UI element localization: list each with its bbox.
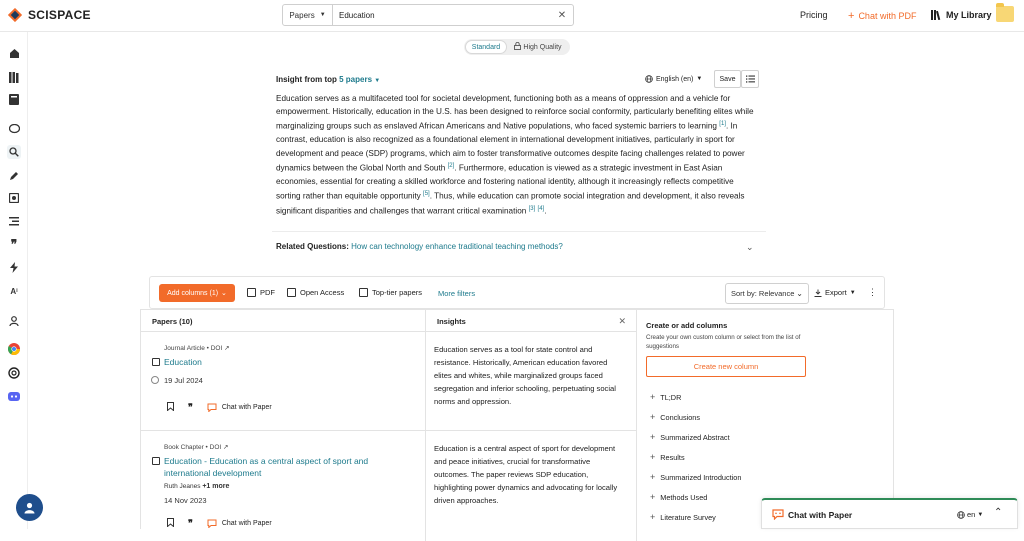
language-select[interactable] [645, 75, 702, 83]
paper-cell [141, 332, 426, 430]
author-name: Ruth Jeanes [164, 483, 201, 490]
open-access-filter[interactable] [287, 288, 344, 297]
caret-down-icon: ▼ [849, 289, 856, 296]
my-library-link[interactable] [931, 10, 992, 20]
chrome-icon[interactable] [7, 342, 21, 356]
chat-bubble-icon [207, 519, 217, 528]
chat-bubble-icon [772, 509, 784, 520]
insight-text-part: . Thus, while education can promote social integration and development, it also reveals significant disparities and challenges that warrant critical examination [276, 191, 745, 216]
table-row [141, 332, 637, 431]
column-suggestion[interactable] [650, 432, 730, 442]
chevron-up-icon[interactable]: ⌃ [994, 507, 1003, 518]
plus-icon: + [650, 392, 656, 402]
paper-title-link[interactable]: Education [164, 357, 202, 367]
citation-link[interactable]: [2] [447, 162, 455, 169]
citation-link[interactable]: [3] [528, 205, 536, 212]
save-button[interactable]: Save [714, 70, 741, 88]
row-actions [167, 518, 272, 529]
plus-icon: + [650, 432, 656, 442]
openai-icon[interactable] [7, 366, 21, 380]
plus-icon: + [650, 512, 656, 522]
search-type-label: Papers [289, 10, 315, 20]
column-suggestion[interactable] [650, 472, 741, 482]
chat-icon[interactable] [7, 122, 21, 136]
citation-link[interactable]: [4] [537, 205, 545, 212]
cite-icon[interactable]: ❞ [188, 402, 193, 412]
citation-link[interactable]: [1] [719, 121, 726, 128]
user-icon[interactable] [7, 314, 21, 328]
chevron-down-icon: ⌄ [221, 290, 227, 297]
help-chat-bubble[interactable] [16, 494, 43, 521]
insight-text-end: . [544, 206, 547, 216]
sort-select[interactable] [725, 283, 809, 304]
paper-date: 14 Nov 2023 [164, 496, 207, 505]
column-suggestion-label: Conclusions [660, 412, 701, 422]
insight-summary [276, 92, 760, 218]
pdf-checkbox[interactable] [247, 288, 256, 297]
insight-cell: Education serves as a tool for state control and resistance. Historically, American education favored elites and whites, while marginalized groups faced segregation and inferior schooling, perpetuating social norms and oppression. [426, 332, 637, 430]
search-input[interactable] [333, 11, 551, 20]
column-suggestion-label: Methods Used [660, 492, 708, 502]
brand-name: SCISPACE [28, 8, 91, 22]
chat-with-paper-label: Chat with Paper [221, 404, 272, 411]
pricing-link[interactable]: Pricing [800, 10, 828, 20]
clock-icon [151, 376, 159, 384]
filter-bar [149, 276, 885, 309]
notebook-icon[interactable] [7, 92, 21, 106]
insight-title-prefix: Insight from top [276, 75, 337, 84]
column-panel [636, 309, 894, 529]
download-icon [814, 289, 822, 297]
chevron-down-icon[interactable]: ⌄ [746, 242, 754, 252]
open-access-checkbox[interactable] [287, 288, 296, 297]
top-tier-checkbox[interactable] [359, 288, 368, 297]
library-icon[interactable] [7, 70, 21, 84]
chat-with-pdf-label: Chat with PDF [858, 11, 917, 21]
row-checkbox[interactable] [152, 358, 160, 366]
papers-count-label: 5 papers [339, 75, 373, 84]
quality-toggle [464, 39, 570, 55]
add-columns-label: Add columns (1) [167, 289, 219, 297]
pen-icon[interactable] [7, 169, 21, 183]
export-label: Export [825, 288, 847, 297]
extension-icon[interactable] [7, 191, 21, 205]
sidebar [0, 32, 28, 529]
language-label: English (en) [656, 75, 694, 83]
column-panel-description: Create your own custom column or select from the list of suggestions [646, 334, 801, 350]
paper-type: Journal Article • DOI [164, 345, 223, 352]
caret-down-icon: ▼ [374, 78, 381, 84]
related-questions-label: Related Questions: [276, 242, 349, 251]
plus-icon: + [650, 452, 656, 462]
sort-label: Sort by: Relevance [731, 289, 795, 298]
chat-with-paper-button[interactable] [207, 519, 272, 528]
chat-with-paper-button[interactable] [207, 403, 272, 412]
insights-column-header [426, 310, 637, 332]
bookmark-icon[interactable] [167, 518, 174, 529]
column-suggestion[interactable] [650, 492, 707, 502]
row-actions [167, 402, 272, 413]
chat-with-paper-label: Chat with Paper [221, 520, 272, 527]
caret-down-icon: ▼ [977, 511, 984, 518]
citation-link[interactable]: [5] [423, 190, 430, 197]
bolt-icon[interactable] [7, 260, 21, 274]
chat-widget-title: Chat with Paper [788, 510, 853, 520]
chevron-down-icon: ⌄ [796, 289, 803, 298]
column-suggestion-label: Summarized Abstract [660, 432, 730, 442]
caret-down-icon: ▼ [319, 12, 326, 18]
plus-icon: + [650, 472, 656, 482]
divider [272, 231, 766, 232]
export-button[interactable] [814, 288, 856, 297]
paper-title-link[interactable]: Education - Education as a central aspect of sport and international development [164, 456, 369, 478]
list-icon[interactable] [7, 214, 21, 228]
plus-icon: + [848, 10, 855, 22]
more-filters-link[interactable]: More filters [438, 289, 476, 298]
column-suggestion-label: TL;DR [660, 392, 682, 402]
pdf-filter[interactable] [247, 288, 275, 297]
row-checkbox[interactable] [152, 457, 160, 465]
column-suggestion[interactable] [650, 392, 681, 402]
cite-icon[interactable]: ❞ [188, 518, 193, 528]
external-link-icon[interactable]: ↗ [223, 444, 229, 451]
paper-type: Book Chapter • DOI [164, 444, 222, 451]
chat-with-pdf-link[interactable] [848, 10, 916, 22]
plus-icon: + [650, 492, 656, 502]
ai-writer-icon[interactable]: A i [10, 286, 18, 296]
close-icon[interactable]: ✕ [618, 316, 626, 326]
paper-cell [141, 431, 426, 541]
top-tier-filter[interactable] [359, 288, 422, 297]
chat-bubble-icon [207, 403, 217, 412]
insights-header-label: Insights [437, 317, 466, 326]
list-view-button[interactable] [741, 70, 759, 88]
search-type-select[interactable] [283, 5, 333, 25]
folder-icon[interactable] [996, 6, 1014, 22]
my-library-label: My Library [946, 10, 992, 20]
high-quality-label: High Quality [523, 43, 562, 51]
insight-text-part: . In contrast, education is also recognized as a foundational element in international development initiatives, particularly in sport for development and peace (SDP) programs, which aim to foster transformative outcomes despite facing challenges related to power dynamics between the Global North and South [276, 122, 745, 173]
library-icon [931, 10, 942, 20]
home-icon[interactable] [7, 46, 21, 60]
plus-icon: + [650, 412, 656, 422]
globe-icon [957, 511, 965, 519]
globe-icon [645, 75, 653, 83]
standard-mode-button[interactable]: Standard [465, 40, 507, 54]
column-suggestion-label: Results [660, 452, 685, 462]
chat-language-select[interactable] [957, 510, 983, 519]
results-table [140, 309, 636, 529]
papers-count-link[interactable] [339, 75, 380, 84]
paper-meta [164, 443, 228, 451]
caret-down-icon: ▼ [696, 76, 703, 82]
column-suggestion[interactable] [650, 512, 716, 522]
top-tier-label: Top-tier papers [372, 288, 423, 297]
chat-language-label: en [967, 510, 976, 519]
scispace-logo-icon [8, 8, 22, 22]
create-new-column-button[interactable]: Create new column [646, 356, 806, 377]
insight-text-part: . Furthermore, education is viewed as a strategic investment in East Asian economies, essential for creating a skilled workforce and fostering national identity, although it increasingly reflects competitive sorting rather than equitable opportunity [276, 163, 734, 201]
column-panel-title: Create or add columns [646, 321, 728, 330]
paper-date: 19 Jul 2024 [164, 376, 203, 385]
external-link-icon[interactable]: ↗ [224, 345, 230, 352]
pdf-filter-label: PDF [260, 288, 275, 297]
discord-icon[interactable] [7, 389, 21, 403]
quote-icon[interactable]: ❞ [10, 237, 18, 251]
more-authors-link[interactable]: +1 more [202, 483, 230, 490]
paper-authors [164, 483, 229, 490]
table-row [141, 431, 637, 541]
insight-cell: Education is a central aspect of sport for development and peace initiatives, crucial for transformative outcomes. The paper reviews SDP education, highlighting power dynamics and advocating for locally driven approaches. [426, 431, 637, 541]
list-icon [746, 75, 755, 83]
search-icon[interactable] [7, 145, 21, 159]
open-access-label: Open Access [300, 288, 345, 297]
top-bar [0, 0, 1024, 32]
high-quality-mode-button[interactable] [507, 42, 569, 52]
column-suggestion-label: Literature Survey [660, 512, 716, 522]
column-suggestion[interactable] [650, 412, 700, 422]
related-question-link[interactable]: How can technology enhance traditional teaching methods? [351, 242, 563, 251]
paper-meta [164, 344, 230, 352]
papers-column-header: Papers (10) [141, 310, 426, 332]
add-columns-button[interactable] [159, 284, 235, 302]
lock-icon [514, 42, 521, 52]
logo[interactable] [8, 8, 91, 22]
clear-search-icon[interactable]: ✕ [557, 9, 567, 21]
column-suggestion[interactable] [650, 452, 685, 462]
insight-title [276, 75, 380, 84]
related-questions [276, 242, 563, 251]
more-options-icon[interactable]: ⋮ [868, 287, 877, 297]
column-suggestion-label: Summarized Introduction [660, 472, 742, 482]
support-agent-icon [23, 501, 36, 514]
bookmark-icon[interactable] [167, 402, 174, 413]
insight-text-part: Education serves as a multifaceted tool for societal development, functioning both as a means of oppression and a vehicle for empowerment. Historically, education in the U.S. has been designed to reinforce social conformity, particularly benefiting elites while marginalizing groups such as enslaved African Americans and Native populations, who faced systemic barriers to learning [276, 94, 754, 132]
search-bar [282, 4, 574, 26]
chat-with-paper-widget[interactable] [761, 498, 1018, 529]
